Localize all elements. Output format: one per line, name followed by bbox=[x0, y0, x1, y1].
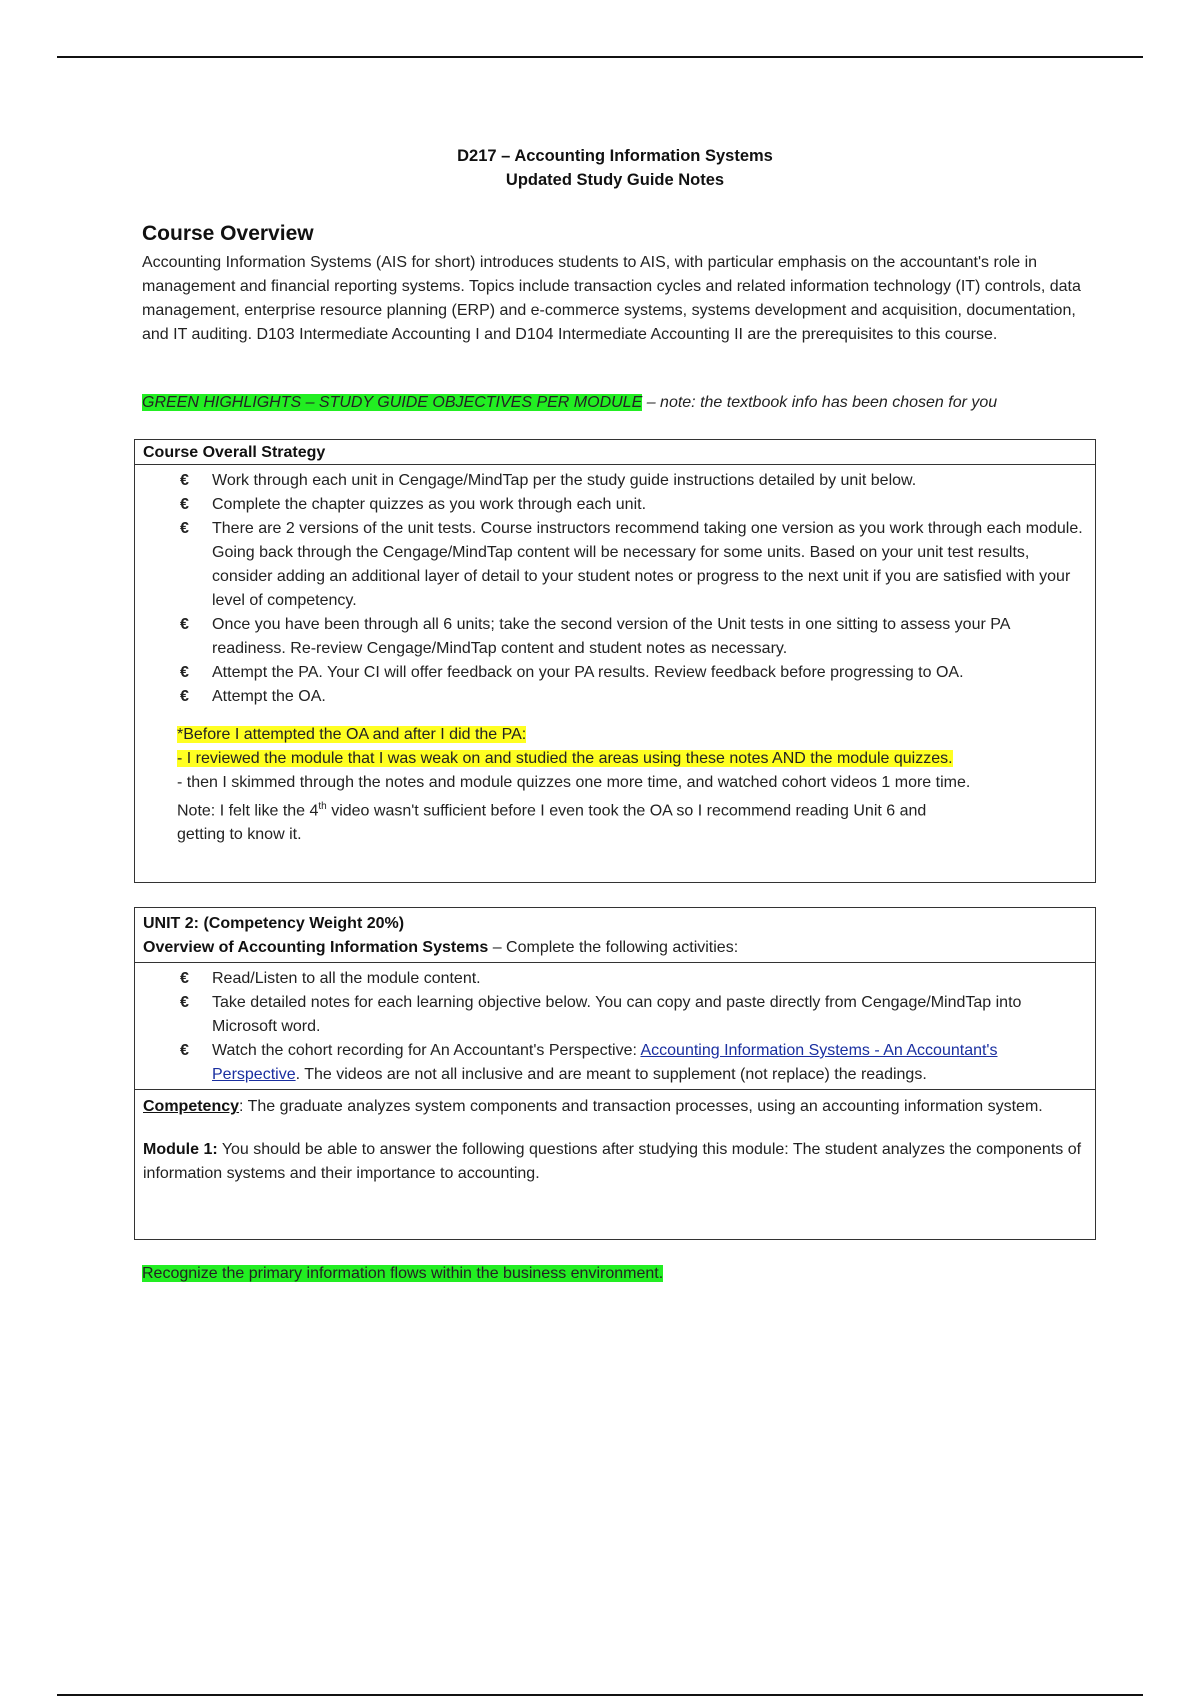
unit2-bullet-list bbox=[135, 963, 1095, 1089]
list-item: € Read/Listen to all the module content. bbox=[180, 967, 1087, 991]
euro-bullet-icon: € bbox=[180, 664, 189, 681]
note-line-1: *Before I attempted the OA and after I did the PA: bbox=[177, 726, 527, 743]
list-item: € Attempt the PA. Your CI will offer feedback on your PA results. Review feedback before progressing to OA. bbox=[180, 661, 1087, 685]
list-item: € Complete the chapter quizzes as you work through each unit. bbox=[180, 493, 1087, 517]
list-item: € Attempt the OA. bbox=[180, 685, 1087, 709]
page-top-rule bbox=[57, 56, 1143, 58]
course-strategy-heading: Course Overall Strategy bbox=[135, 440, 1095, 465]
list-item: € Work through each unit in Cengage/MindTap per the study guide instructions detailed by unit below. bbox=[180, 469, 1087, 493]
euro-bullet-icon: € bbox=[180, 1042, 189, 1059]
note-line-5: getting to know it. bbox=[177, 826, 302, 844]
euro-bullet-icon: € bbox=[180, 688, 189, 705]
euro-bullet-icon: € bbox=[180, 472, 189, 489]
unit2-heading: UNIT 2: (Competency Weight 20%) bbox=[143, 915, 405, 932]
strategy-bullet-list bbox=[135, 465, 1095, 709]
note-line-3: - then I skimmed through the notes and module quizzes one more time, and watched cohort videos 1 more time. bbox=[177, 774, 971, 791]
unit2-header bbox=[135, 908, 1095, 963]
unit2-subheading: Overview of Accounting Information Systems bbox=[143, 939, 489, 956]
competency-statement: Competency: The graduate analyzes system components and transaction processes, using an accounting information system. bbox=[143, 1098, 1043, 1115]
course-overview-heading: Course Overview bbox=[142, 222, 314, 245]
green-highlight-label: GREEN HIGHLIGHTS – STUDY GUIDE OBJECTIVES PER MODULE bbox=[142, 394, 643, 411]
euro-bullet-icon: € bbox=[180, 994, 189, 1011]
competency-section bbox=[135, 1089, 1095, 1192]
document-title: D217 – Accounting Information Systems bbox=[457, 147, 773, 165]
list-item: € There are 2 versions of the unit tests. Course instructors recommend taking one version as you work through each module. Going back through the Cengage/MindTap content will be necessary for some units. Based on your unit test results, consider adding an additional layer of detail to your student notes or progress to the next unit if you are satisfied with your level of competency. bbox=[180, 517, 1087, 613]
course-strategy-box bbox=[134, 439, 1096, 883]
legend-note: – note: the textbook info has been chosen for you bbox=[642, 394, 998, 411]
note-line-4: Note: I felt like the 4th video wasn't sufficient before I even took the OA so I recommend reading Unit 6 and bbox=[177, 801, 927, 820]
learning-objective: Recognize the primary information flows within the business environment. bbox=[142, 1265, 664, 1282]
list-item: € Watch the cohort recording for An Accountant's Perspective: Accounting Information Systems - An Accountant's Perspective. The videos are not all inclusive and are meant to supplement (not replace) the readings. bbox=[180, 1039, 1087, 1087]
cohort-recording-link[interactable]: Accounting Information Systems - An Accountant's Perspective bbox=[212, 1042, 998, 1083]
course-overview-paragraph: Accounting Information Systems (AIS for short) introduces students to AIS, with particular emphasis on the accountant's role in management and financial reporting systems. Topics include transaction cycles and related information technology (IT) controls, data management, enterprise resource planning (ERP) and e-commerce systems, systems development and acquisition, documentation, and IT auditing. D103 Intermediate Accounting I and D104 Intermediate Accounting II are the prerequisites to this course. bbox=[142, 254, 1081, 343]
document-subtitle: Updated Study Guide Notes bbox=[505, 171, 725, 189]
euro-bullet-icon: € bbox=[180, 496, 189, 513]
highlight-legend bbox=[142, 394, 997, 412]
euro-bullet-icon: € bbox=[180, 970, 189, 987]
list-item: € Once you have been through all 6 units; take the second version of the Unit tests in one sitting to assess your PA readiness. Re-review Cengage/MindTap content and student notes as necessary. bbox=[180, 613, 1087, 661]
unit2-subheading-rest: – Complete the following activities: bbox=[488, 939, 739, 956]
unit2-box bbox=[134, 907, 1096, 1240]
personal-study-note bbox=[135, 709, 1095, 855]
page-bottom-rule bbox=[57, 1694, 1143, 1696]
note-line-2: - I reviewed the module that I was weak on and studied the areas using these notes AND the module quizzes. bbox=[177, 750, 953, 767]
euro-bullet-icon: € bbox=[180, 520, 189, 537]
module-1-statement: Module 1: You should be able to answer the following questions after studying this module: The student analyzes the components of information systems and their importance to accounting. bbox=[143, 1141, 1082, 1182]
euro-bullet-icon: € bbox=[180, 616, 189, 633]
list-item: € Take detailed notes for each learning objective below. You can copy and paste directly from Cengage/MindTap into Microsoft word. bbox=[180, 991, 1087, 1039]
